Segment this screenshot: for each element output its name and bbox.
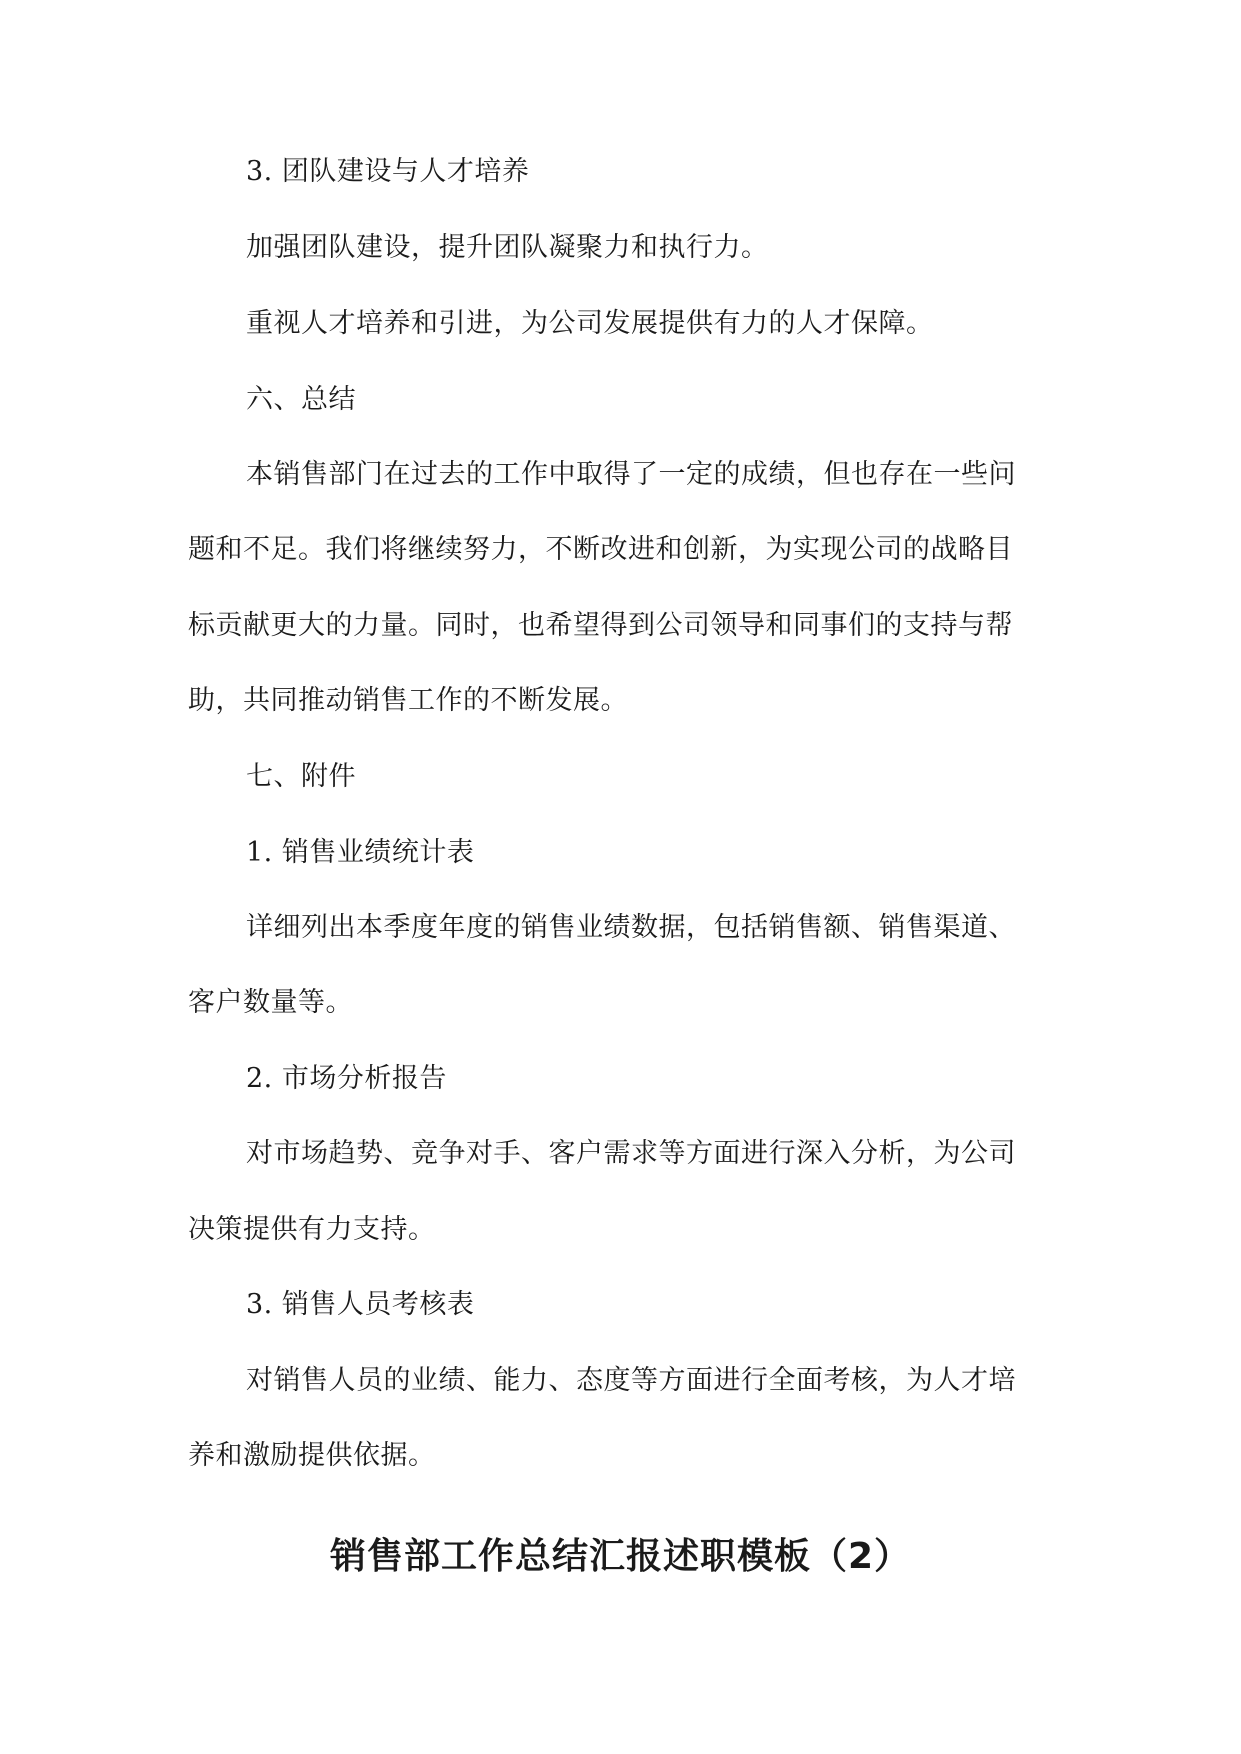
- attachment-3-heading: 3. 销售人员考核表: [246, 1289, 475, 1320]
- next-document-title: 销售部工作总结汇报述职模板（2）: [329, 1536, 912, 1577]
- attachment-1-line-2: 客户数量等。: [188, 987, 353, 1018]
- attachment-3-line-1: 对销售人员的业绩、能力、态度等方面进行全面考核，为人才培: [246, 1365, 1016, 1396]
- paragraph-talent-cultivation: 重视人才培养和引进，为公司发展提供有力的人才保障。: [246, 308, 934, 339]
- attachment-1-line-1: 详细列出本季度年度的销售业绩数据，包括销售额、销售渠道、: [246, 912, 1016, 943]
- summary-line-1: 本销售部门在过去的工作中取得了一定的成绩，但也存在一些问: [246, 459, 1016, 490]
- attachment-2-line-1: 对市场趋势、竞争对手、客户需求等方面进行深入分析，为公司: [246, 1138, 1016, 1169]
- paragraph-team-building: 加强团队建设，提升团队凝聚力和执行力。: [246, 232, 769, 263]
- attachment-2-line-2: 决策提供有力支持。: [188, 1214, 436, 1245]
- attachment-1-heading: 1. 销售业绩统计表: [246, 837, 475, 868]
- section-5-item-3-heading: 3. 团队建设与人才培养: [246, 156, 530, 187]
- section-6-heading: 六、总结: [246, 384, 356, 415]
- attachment-3-line-2: 养和激励提供依据。: [188, 1440, 436, 1471]
- summary-line-2: 题和不足。我们将继续努力，不断改进和创新，为实现公司的战略目: [188, 534, 1013, 565]
- summary-line-4: 助，共同推动销售工作的不断发展。: [188, 685, 628, 716]
- section-7-heading: 七、附件: [246, 761, 356, 792]
- attachment-2-heading: 2. 市场分析报告: [246, 1063, 447, 1094]
- summary-line-3: 标贡献更大的力量。同时，也希望得到公司领导和同事们的支持与帮: [188, 610, 1013, 641]
